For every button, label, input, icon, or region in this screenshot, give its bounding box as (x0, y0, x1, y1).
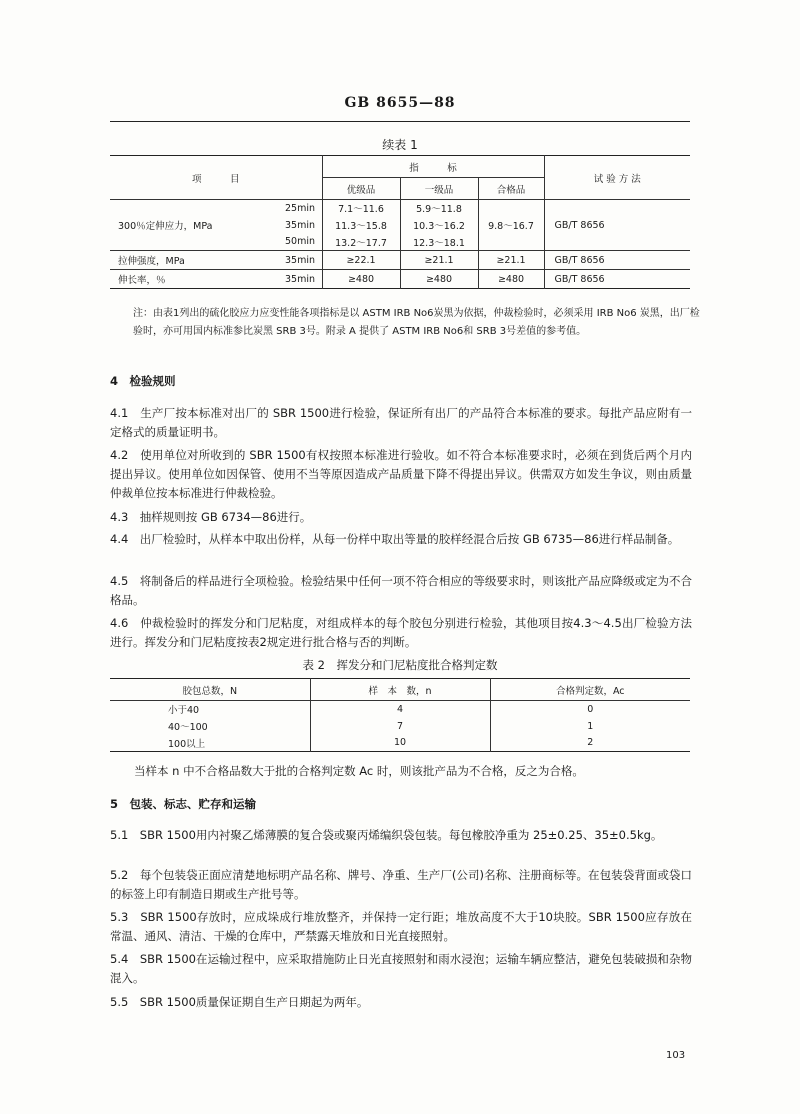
t1-cell: ≥480 (478, 270, 544, 289)
t1-item-elongation: 伸长率，％ (118, 275, 166, 286)
t1-head-grade1: 优级品 (322, 178, 400, 200)
t1-head-grade3: 合格品 (478, 178, 544, 200)
t1-cell: 13.2～17.7 (322, 234, 400, 251)
section5-title: 5 包装、标志、贮存和运输 (110, 797, 257, 811)
t1-time: 35min (282, 217, 322, 234)
t2-head-ac: 合格判定数，Ac (555, 685, 625, 697)
t1-method: GB/T 8656 (554, 273, 605, 285)
paragraph-5-5: 5.5 SBR 1500质量保证期自生产日期起为两年。 (110, 995, 369, 1009)
table2-after-text: 当样本 n 中不合格品数大于批的合格判定数 Ac 时，则该批产品为不合格，反之为合格。 (134, 764, 584, 778)
paragraph-4-6: 4.6 仲裁检验时的挥发分和门尼粘度，对组成样本的每个胶包分别进行检验，其他项目按4.3～4.5出厂检验方法进行。挥发分和门尼粘度按表2规定进行批合格与否的判断。 (110, 616, 692, 649)
t2-cell: 1 (587, 720, 594, 732)
t1-head-method: 试 验 方 法 (593, 173, 641, 185)
t1-cell: 9.8～16.7 (478, 200, 544, 251)
t1-cell: ≥21.1 (478, 251, 544, 270)
standard-header: GB 8655—88 (344, 95, 456, 111)
header-rule (110, 121, 690, 122)
paragraph-4-4: 4.4 出厂检验时，从样本中取出份样，从每一份样中取出等量的胶样经混合后按 GB 6735—86进行样品制备。 (110, 532, 680, 546)
table2 (110, 678, 690, 752)
table1-note: 注：由表1列出的硫化胶应力应变性能各项指标是以 ASTM IRB No6炭黑为依据，仲裁检验时，必须采用 IRB No6 炭黑，出厂检验时，亦可用国内标准参比炭黑 SRB 3号。附录 A 提供了 ASTM IRB No6和 SRB 3号差值的参考值。 (133, 308, 700, 337)
t1-head-item: 项 目 (110, 156, 322, 200)
t1-item-modulus: 300％定伸应力，MPa (118, 221, 213, 232)
t1-cell: 5.9～11.8 (400, 200, 478, 217)
t1-time: 35min (282, 251, 322, 270)
paragraph-4-5: 4.5 将制备后的样品进行全项检验。检验结果中任何一项不符合相应的等级要求时，则该批产品应降级或定为不合格品。 (110, 574, 692, 607)
t1-method: GB/T 8656 (554, 219, 605, 231)
t1-head-grade2: 一级品 (400, 178, 478, 200)
t1-cell: ≥480 (322, 270, 400, 289)
t1-cell: 11.3～15.8 (322, 217, 400, 234)
t2-head-n: 胶包总数，N (110, 679, 310, 701)
t1-item-tensile: 拉伸强度，MPa (118, 256, 185, 267)
t2-cell: 100以上 (110, 735, 310, 752)
t2-head-sample: 样 本 数，n (310, 679, 490, 701)
paragraph-4-2: 4.2 使用单位对所收到的 SBR 1500有权按照本标准进行验收。如不符合本标准要求时，必须在到货后两个月内提出异议。使用单位如因保管、使用不当等原因造成产品质量下降不得提出异议。供需双方如发生争议，则由质量仲裁单位按本标准进行仲裁检验。 (110, 448, 692, 500)
t2-cell: 4 (310, 701, 490, 718)
t1-cell: 10.3～16.2 (400, 217, 478, 234)
t2-cell: 7 (310, 718, 490, 735)
paragraph-5-3: 5.3 SBR 1500存放时，应成垛成行堆放整齐，并保持一定行距；堆放高度不大于10块胶。SBR 1500应存放在常温、通风、清洁、干燥的仓库中，严禁露天堆放和日光直接照射。 (110, 910, 692, 943)
paragraph-5-4: 5.4 SBR 1500在运输过程中，应采取措施防止日光直接照射和雨水浸泡；运输车辆应整洁，避免包装破损和杂物混入。 (110, 952, 692, 985)
section4-title: 4 检验规则 (110, 374, 176, 388)
t1-time: 35min (282, 270, 322, 289)
t1-cell: 7.1～11.6 (322, 200, 400, 217)
paragraph-4-3: 4.3 抽样规则按 GB 6734—86进行。 (110, 510, 312, 524)
t1-cell: ≥22.1 (322, 251, 400, 270)
paragraph-5-2: 5.2 每个包装袋正面应清楚地标明产品名称、牌号、净重、生产厂(公司)名称、注册商标等。在包装袋背面或袋口的标签上印有制造日期或生产批号等。 (110, 868, 692, 901)
table2-caption: 表 2 挥发分和门尼粘度批合格判定数 (302, 658, 498, 672)
t2-cell: 10 (310, 735, 490, 752)
paragraph-5-1: 5.1 SBR 1500用内衬聚乙烯薄膜的复合袋或聚丙烯编织袋包装。每包橡胶净重为 25±0.25、35±0.5kg。 (110, 828, 663, 842)
table1 (110, 155, 690, 289)
t1-cell: 12.3～18.1 (400, 234, 478, 251)
t1-time: 25min (282, 200, 322, 217)
t2-cell: 小于40 (110, 701, 310, 718)
paragraph-4-1: 4.1 生产厂按本标准对出厂的 SBR 1500进行检验，保证所有出厂的产品符合本标准的要求。每批产品应附有一定格式的质量证明书。 (110, 406, 692, 439)
t2-cell: 2 (587, 737, 594, 749)
t2-cell: 0 (587, 703, 594, 715)
page-number: 103 (666, 1050, 686, 1061)
t2-cell: 40～100 (110, 718, 310, 735)
table1-caption: 续表 1 (382, 138, 418, 152)
t1-time: 50min (282, 234, 322, 251)
t1-cell: ≥480 (400, 270, 478, 289)
t1-head-index: 指 标 (322, 156, 544, 178)
t1-method: GB/T 8656 (554, 254, 605, 266)
t1-cell: ≥21.1 (400, 251, 478, 270)
